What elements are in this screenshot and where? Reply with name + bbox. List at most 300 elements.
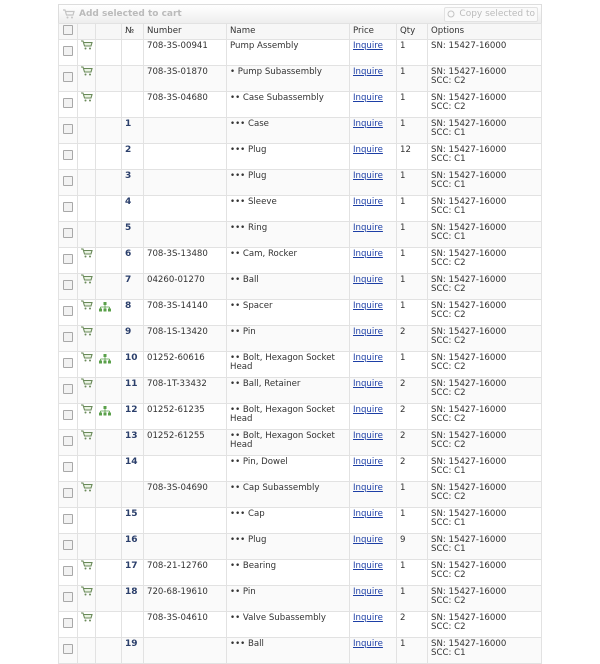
row-select-cell[interactable] xyxy=(59,170,78,196)
row-options xyxy=(428,378,542,404)
row-options xyxy=(428,326,542,352)
row-tree-cell xyxy=(96,560,122,586)
add-to-cart-icon[interactable] xyxy=(81,303,93,313)
row-price-cell xyxy=(350,274,397,300)
row-checkbox[interactable] xyxy=(63,358,73,368)
table-row xyxy=(59,456,542,482)
add-to-cart-icon[interactable] xyxy=(81,485,93,495)
row-serial-range: SN: 15427-16000 xyxy=(431,353,507,363)
row-part-number: 720-68-19610 xyxy=(144,586,227,612)
row-position-number: 18 xyxy=(122,586,144,612)
header-select-all[interactable] xyxy=(59,24,78,40)
row-tree-cell xyxy=(96,638,122,664)
row-tree-cell xyxy=(96,66,122,92)
row-position-number: 14 xyxy=(122,456,144,482)
row-part-number: 01252-61235 xyxy=(144,404,227,430)
add-to-cart-label: Add selected to cart xyxy=(79,9,182,19)
row-options xyxy=(428,482,542,508)
row-options xyxy=(428,638,542,664)
row-price-cell xyxy=(350,170,397,196)
table-row xyxy=(59,352,542,378)
row-part-number xyxy=(144,638,227,664)
row-checkbox[interactable] xyxy=(63,124,73,134)
row-position-number: 8 xyxy=(122,300,144,326)
row-select-cell[interactable] xyxy=(59,560,78,586)
row-position-number: 6 xyxy=(122,248,144,274)
row-part-number: 708-3S-14140 xyxy=(144,300,227,326)
row-cart-cell[interactable] xyxy=(78,352,96,378)
table-row xyxy=(59,378,542,404)
row-part-number xyxy=(144,456,227,482)
row-position-number xyxy=(122,482,144,508)
row-checkbox[interactable] xyxy=(63,410,73,420)
row-select-cell[interactable] xyxy=(59,196,78,222)
inquire-link[interactable]: Inquire xyxy=(353,249,383,259)
row-select-cell[interactable] xyxy=(59,508,78,534)
row-cart-cell[interactable] xyxy=(78,430,96,456)
table-row xyxy=(59,144,542,170)
row-price-cell xyxy=(350,118,397,144)
inquire-link[interactable]: Inquire xyxy=(353,327,383,337)
row-qty: 1 xyxy=(397,482,428,508)
add-to-cart-icon[interactable] xyxy=(81,589,93,599)
row-serial-range: SN: 15427-16000 xyxy=(431,327,507,337)
add-to-cart-icon[interactable] xyxy=(81,381,93,391)
row-serial-range: SN: 15427-16000 xyxy=(431,483,507,493)
row-position-number xyxy=(122,612,144,638)
row-part-name: •• Cam, Rocker xyxy=(227,248,350,274)
row-qty: 1 xyxy=(397,274,428,300)
row-checkbox[interactable] xyxy=(63,98,73,108)
row-tree-cell xyxy=(96,586,122,612)
inquire-link[interactable]: Inquire xyxy=(353,535,383,545)
row-options xyxy=(428,66,542,92)
row-position-number xyxy=(122,40,144,66)
row-serial-range: SN: 15427-16000 xyxy=(431,379,507,389)
row-scc-code: SCC: C2 xyxy=(431,362,466,372)
row-serial-range: SN: 15427-16000 xyxy=(431,613,507,623)
row-cart-cell xyxy=(78,144,96,170)
row-serial-range: SN: 15427-16000 xyxy=(431,93,507,103)
row-select-cell[interactable] xyxy=(59,274,78,300)
row-position-number: 9 xyxy=(122,326,144,352)
row-price-cell xyxy=(350,248,397,274)
add-to-cart-icon[interactable] xyxy=(81,277,93,287)
row-scc-code: SCC: C2 xyxy=(431,102,466,112)
inquire-link[interactable]: Inquire xyxy=(353,379,383,389)
row-options xyxy=(428,456,542,482)
table-row xyxy=(59,222,542,248)
row-scc-code: SCC: C2 xyxy=(431,414,466,424)
inquire-link[interactable]: Inquire xyxy=(353,223,383,233)
row-qty: 2 xyxy=(397,456,428,482)
row-tree-cell xyxy=(96,274,122,300)
row-options xyxy=(428,40,542,66)
inquire-link[interactable]: Inquire xyxy=(353,509,383,519)
hierarchy-icon[interactable] xyxy=(99,305,111,315)
add-to-cart-icon[interactable] xyxy=(81,433,93,443)
row-part-name: •• Pin xyxy=(227,586,350,612)
row-cart-cell[interactable] xyxy=(78,404,96,430)
row-part-number xyxy=(144,170,227,196)
add-to-cart-icon[interactable] xyxy=(81,69,93,79)
row-price-cell xyxy=(350,404,397,430)
row-qty: 1 xyxy=(397,300,428,326)
copy-icon xyxy=(447,10,455,18)
table-row xyxy=(59,482,542,508)
row-part-number: 708-3S-04610 xyxy=(144,612,227,638)
row-scc-code: SCC: C1 xyxy=(431,206,466,216)
parts-table-body xyxy=(59,40,542,664)
row-checkbox[interactable] xyxy=(63,514,73,524)
row-options xyxy=(428,92,542,118)
table-row xyxy=(59,300,542,326)
inquire-link[interactable]: Inquire xyxy=(353,67,383,77)
row-cart-cell[interactable] xyxy=(78,612,96,638)
row-serial-range: SN: 15427-16000 xyxy=(431,41,507,51)
row-cart-cell[interactable] xyxy=(78,560,96,586)
table-row xyxy=(59,404,542,430)
table-row xyxy=(59,638,542,664)
table-header-row xyxy=(59,24,542,40)
row-select-cell[interactable] xyxy=(59,612,78,638)
row-select-cell[interactable] xyxy=(59,222,78,248)
row-select-cell[interactable] xyxy=(59,352,78,378)
row-part-name: • Pump Subassembly xyxy=(227,66,350,92)
row-position-number: 15 xyxy=(122,508,144,534)
row-tree-cell xyxy=(96,612,122,638)
row-part-name: •• Ball xyxy=(227,274,350,300)
row-cart-cell[interactable] xyxy=(78,300,96,326)
row-cart-cell xyxy=(78,222,96,248)
row-checkbox[interactable] xyxy=(63,332,73,342)
add-to-cart-button[interactable] xyxy=(63,9,182,19)
row-part-number xyxy=(144,144,227,170)
row-options xyxy=(428,560,542,586)
row-qty: 1 xyxy=(397,170,428,196)
row-checkbox[interactable] xyxy=(63,488,73,498)
row-select-cell[interactable] xyxy=(59,378,78,404)
row-scc-code: SCC: C1 xyxy=(431,648,466,658)
inquire-link[interactable]: Inquire xyxy=(353,431,383,441)
row-price-cell xyxy=(350,66,397,92)
row-tree-cell[interactable] xyxy=(96,300,122,326)
row-cart-cell[interactable] xyxy=(78,586,96,612)
row-scc-code: SCC: C2 xyxy=(431,76,466,86)
row-options xyxy=(428,274,542,300)
header-qty: Qty xyxy=(397,24,428,40)
row-options xyxy=(428,196,542,222)
row-qty: 1 xyxy=(397,508,428,534)
row-serial-range: SN: 15427-16000 xyxy=(431,145,507,155)
row-checkbox[interactable] xyxy=(63,202,73,212)
row-checkbox[interactable] xyxy=(63,150,73,160)
row-scc-code: SCC: C1 xyxy=(431,518,466,528)
row-tree-cell xyxy=(96,170,122,196)
row-scc-code: SCC: C2 xyxy=(431,310,466,320)
row-select-cell[interactable] xyxy=(59,482,78,508)
add-to-cart-icon[interactable] xyxy=(81,329,93,339)
add-to-cart-icon[interactable] xyxy=(81,95,93,105)
row-price-cell xyxy=(350,378,397,404)
inquire-link[interactable]: Inquire xyxy=(353,119,383,129)
inquire-link[interactable]: Inquire xyxy=(353,41,383,51)
row-checkbox[interactable] xyxy=(63,462,73,472)
row-scc-code: SCC: C1 xyxy=(431,232,466,242)
inquire-link[interactable]: Inquire xyxy=(353,301,383,311)
hierarchy-icon[interactable] xyxy=(99,409,111,419)
row-qty: 2 xyxy=(397,378,428,404)
row-part-name: •• Spacer xyxy=(227,300,350,326)
inquire-link[interactable]: Inquire xyxy=(353,561,383,571)
add-to-cart-icon[interactable] xyxy=(81,43,93,53)
row-price-cell xyxy=(350,508,397,534)
select-all-checkbox[interactable] xyxy=(63,25,73,35)
row-qty: 1 xyxy=(397,196,428,222)
row-options xyxy=(428,222,542,248)
table-row xyxy=(59,248,542,274)
row-part-name: ••• Cap xyxy=(227,508,350,534)
row-scc-code: SCC: C2 xyxy=(431,492,466,502)
row-options xyxy=(428,534,542,560)
table-row xyxy=(59,274,542,300)
row-position-number: 17 xyxy=(122,560,144,586)
inquire-link[interactable]: Inquire xyxy=(353,171,383,181)
row-select-cell[interactable] xyxy=(59,638,78,664)
row-part-name: ••• Ball xyxy=(227,638,350,664)
row-scc-code: SCC: C2 xyxy=(431,440,466,450)
row-qty: 1 xyxy=(397,66,428,92)
row-tree-cell xyxy=(96,482,122,508)
inquire-link[interactable]: Inquire xyxy=(353,353,383,363)
header-number: Number xyxy=(144,24,227,40)
row-checkbox[interactable] xyxy=(63,72,73,82)
row-checkbox[interactable] xyxy=(63,540,73,550)
row-part-number: 708-21-12760 xyxy=(144,560,227,586)
table-row xyxy=(59,586,542,612)
row-part-name: ••• Ring xyxy=(227,222,350,248)
inquire-link[interactable]: Inquire xyxy=(353,93,383,103)
row-tree-cell xyxy=(96,92,122,118)
row-qty: 9 xyxy=(397,534,428,560)
row-scc-code: SCC: C2 xyxy=(431,570,466,580)
inquire-link[interactable]: Inquire xyxy=(353,587,383,597)
add-to-cart-icon[interactable] xyxy=(81,615,93,625)
row-position-number xyxy=(122,66,144,92)
table-row xyxy=(59,612,542,638)
row-scc-code: SCC: C1 xyxy=(431,154,466,164)
row-select-cell[interactable] xyxy=(59,40,78,66)
inquire-link[interactable]: Inquire xyxy=(353,639,383,649)
row-checkbox[interactable] xyxy=(63,566,73,576)
row-position-number: 12 xyxy=(122,404,144,430)
row-options xyxy=(428,248,542,274)
row-select-cell[interactable] xyxy=(59,404,78,430)
row-part-name: Pump Assembly xyxy=(227,40,350,66)
row-select-cell[interactable] xyxy=(59,534,78,560)
table-row xyxy=(59,118,542,144)
hierarchy-icon[interactable] xyxy=(99,357,111,367)
row-cart-cell xyxy=(78,534,96,560)
row-serial-range: SN: 15427-16000 xyxy=(431,223,507,233)
inquire-link[interactable]: Inquire xyxy=(353,405,383,415)
inquire-link[interactable]: Inquire xyxy=(353,613,383,623)
row-price-cell xyxy=(350,222,397,248)
row-part-number: 04260-01270 xyxy=(144,274,227,300)
row-tree-cell xyxy=(96,118,122,144)
row-tree-cell xyxy=(96,456,122,482)
row-serial-range: SN: 15427-16000 xyxy=(431,431,507,441)
table-row xyxy=(59,40,542,66)
row-part-number: 708-1S-13420 xyxy=(144,326,227,352)
row-qty: 1 xyxy=(397,352,428,378)
row-cart-cell xyxy=(78,638,96,664)
row-select-cell[interactable] xyxy=(59,300,78,326)
row-position-number: 7 xyxy=(122,274,144,300)
row-scc-code: SCC: C1 xyxy=(431,128,466,138)
row-price-cell xyxy=(350,456,397,482)
row-part-name: •• Bolt, Hexagon Socket Head xyxy=(227,430,350,456)
row-part-number xyxy=(144,196,227,222)
row-price-cell xyxy=(350,92,397,118)
row-part-name: •• Case Subassembly xyxy=(227,92,350,118)
table-row xyxy=(59,170,542,196)
row-part-number xyxy=(144,534,227,560)
row-checkbox[interactable] xyxy=(63,644,73,654)
row-select-cell[interactable] xyxy=(59,118,78,144)
row-options xyxy=(428,430,542,456)
header-options: Options xyxy=(428,24,542,40)
row-cart-cell[interactable] xyxy=(78,92,96,118)
add-to-cart-icon[interactable] xyxy=(81,407,93,417)
header-price: Price xyxy=(350,24,397,40)
table-row xyxy=(59,92,542,118)
row-cart-cell[interactable] xyxy=(78,378,96,404)
row-cart-cell[interactable] xyxy=(78,40,96,66)
row-checkbox[interactable] xyxy=(63,280,73,290)
table-row xyxy=(59,508,542,534)
row-options xyxy=(428,404,542,430)
row-checkbox[interactable] xyxy=(63,46,73,56)
row-qty: 1 xyxy=(397,118,428,144)
row-checkbox[interactable] xyxy=(63,254,73,264)
row-checkbox[interactable] xyxy=(63,176,73,186)
row-cart-cell[interactable] xyxy=(78,66,96,92)
row-select-cell[interactable] xyxy=(59,586,78,612)
row-price-cell xyxy=(350,144,397,170)
row-position-number: 2 xyxy=(122,144,144,170)
row-cart-cell xyxy=(78,196,96,222)
row-select-cell[interactable] xyxy=(59,144,78,170)
row-qty: 2 xyxy=(397,612,428,638)
row-scc-code: SCC: C1 xyxy=(431,544,466,554)
row-tree-cell[interactable] xyxy=(96,404,122,430)
row-scc-code: SCC: C2 xyxy=(431,336,466,346)
copy-selected-label: Copy selected to xyxy=(459,9,535,19)
row-part-number: 01252-61255 xyxy=(144,430,227,456)
row-price-cell xyxy=(350,352,397,378)
row-checkbox[interactable] xyxy=(63,436,73,446)
header-no: № xyxy=(122,24,144,40)
row-serial-range: SN: 15427-16000 xyxy=(431,561,507,571)
row-checkbox[interactable] xyxy=(63,618,73,628)
row-position-number: 4 xyxy=(122,196,144,222)
row-select-cell[interactable] xyxy=(59,92,78,118)
inquire-link[interactable]: Inquire xyxy=(353,457,383,467)
row-checkbox[interactable] xyxy=(63,306,73,316)
row-serial-range: SN: 15427-16000 xyxy=(431,171,507,181)
row-serial-range: SN: 15427-16000 xyxy=(431,249,507,259)
cart-icon xyxy=(63,9,75,19)
add-to-cart-icon[interactable] xyxy=(81,355,93,365)
row-serial-range: SN: 15427-16000 xyxy=(431,301,507,311)
row-qty: 1 xyxy=(397,40,428,66)
row-checkbox[interactable] xyxy=(63,384,73,394)
row-part-number: 708-3S-13480 xyxy=(144,248,227,274)
row-tree-cell xyxy=(96,40,122,66)
row-price-cell xyxy=(350,326,397,352)
row-options xyxy=(428,170,542,196)
row-qty: 12 xyxy=(397,144,428,170)
row-select-cell[interactable] xyxy=(59,248,78,274)
row-price-cell xyxy=(350,482,397,508)
row-part-number: 708-1T-33432 xyxy=(144,378,227,404)
row-part-number xyxy=(144,508,227,534)
row-checkbox[interactable] xyxy=(63,592,73,602)
header-name: Name xyxy=(227,24,350,40)
row-tree-cell xyxy=(96,222,122,248)
row-part-name: •• Valve Subassembly xyxy=(227,612,350,638)
inquire-link[interactable]: Inquire xyxy=(353,275,383,285)
row-cart-cell[interactable] xyxy=(78,326,96,352)
copy-selected-button[interactable] xyxy=(444,7,538,22)
row-options xyxy=(428,352,542,378)
row-price-cell xyxy=(350,430,397,456)
row-serial-range: SN: 15427-16000 xyxy=(431,119,507,129)
row-cart-cell xyxy=(78,508,96,534)
row-qty: 1 xyxy=(397,560,428,586)
row-cart-cell[interactable] xyxy=(78,248,96,274)
row-select-cell[interactable] xyxy=(59,66,78,92)
row-select-cell[interactable] xyxy=(59,430,78,456)
row-serial-range: SN: 15427-16000 xyxy=(431,587,507,597)
row-cart-cell[interactable] xyxy=(78,274,96,300)
inquire-link[interactable]: Inquire xyxy=(353,483,383,493)
row-part-number: 708-3S-01870 xyxy=(144,66,227,92)
inquire-link[interactable]: Inquire xyxy=(353,197,383,207)
row-scc-code: SCC: C1 xyxy=(431,466,466,476)
row-cart-cell[interactable] xyxy=(78,482,96,508)
add-to-cart-icon[interactable] xyxy=(81,563,93,573)
row-scc-code: SCC: C2 xyxy=(431,258,466,268)
add-to-cart-icon[interactable] xyxy=(81,251,93,261)
row-part-name: ••• Sleeve xyxy=(227,196,350,222)
row-tree-cell xyxy=(96,144,122,170)
row-checkbox[interactable] xyxy=(63,228,73,238)
row-position-number: 13 xyxy=(122,430,144,456)
row-serial-range: SN: 15427-16000 xyxy=(431,405,507,415)
parts-table xyxy=(58,23,542,664)
row-options xyxy=(428,586,542,612)
row-price-cell xyxy=(350,300,397,326)
row-scc-code: SCC: C2 xyxy=(431,284,466,294)
row-select-cell[interactable] xyxy=(59,456,78,482)
row-serial-range: SN: 15427-16000 xyxy=(431,275,507,285)
row-tree-cell[interactable] xyxy=(96,352,122,378)
row-select-cell[interactable] xyxy=(59,326,78,352)
inquire-link[interactable]: Inquire xyxy=(353,145,383,155)
row-part-name: •• Pin, Dowel xyxy=(227,456,350,482)
